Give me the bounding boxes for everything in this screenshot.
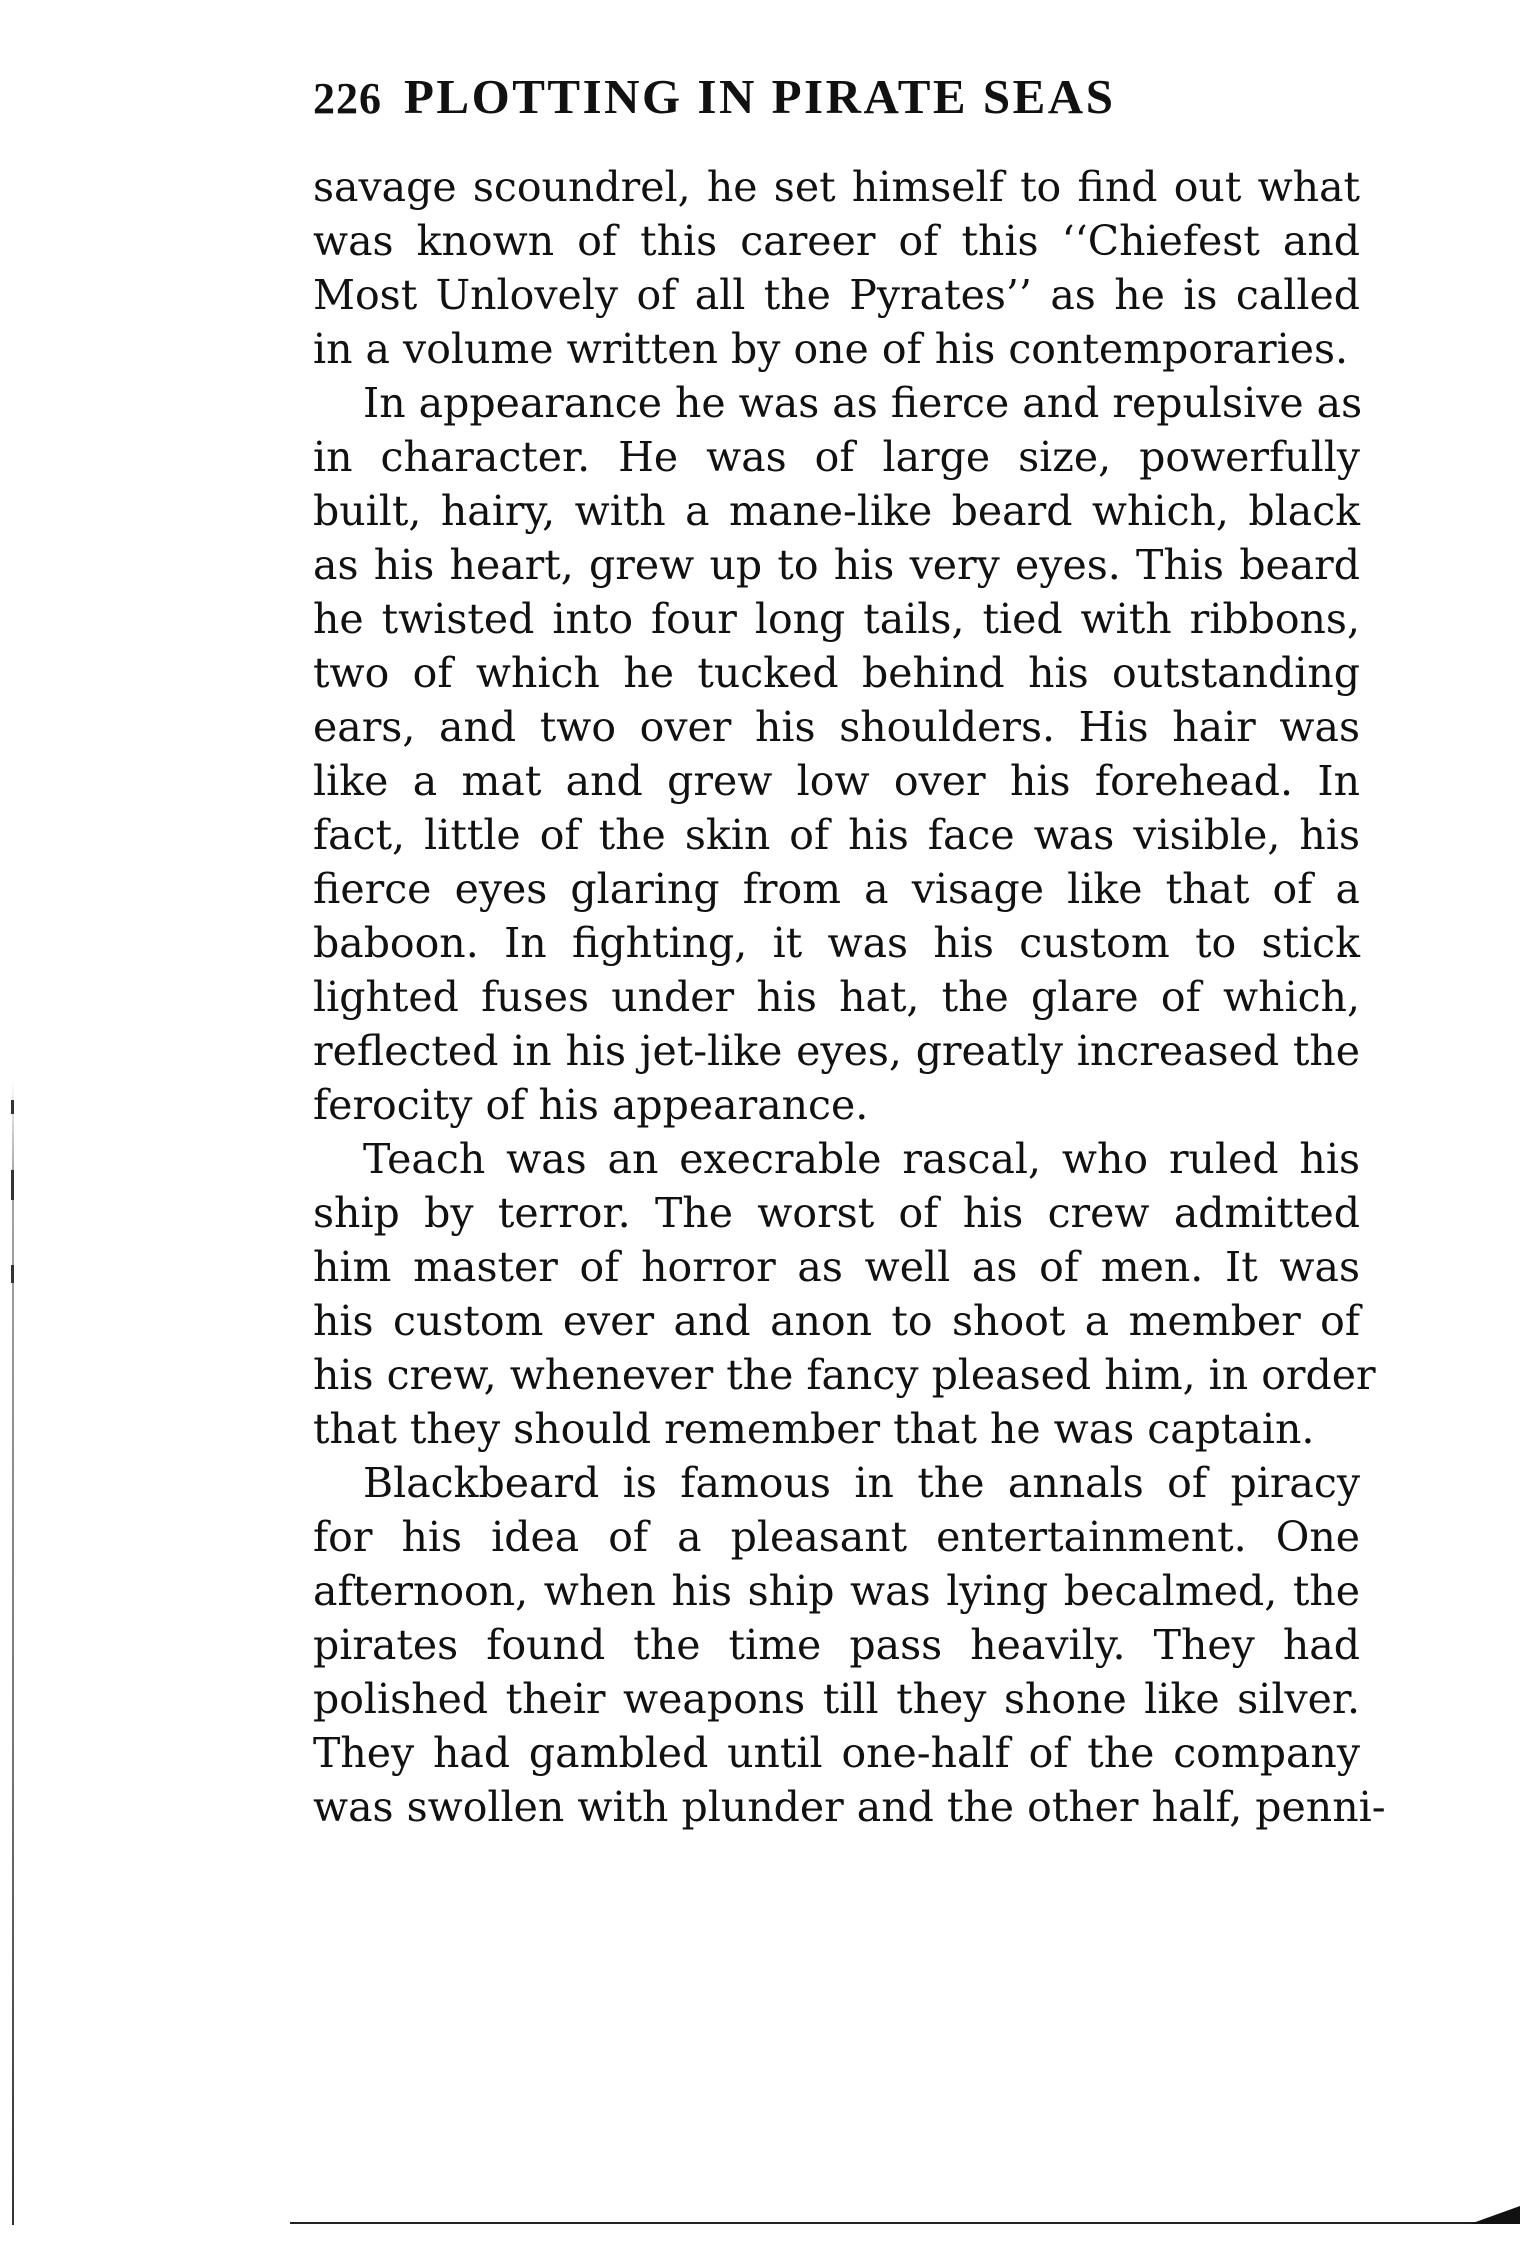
text-line: he twisted into four long tails, tied with ribbons, [313, 595, 1360, 643]
body-text [313, 160, 1386, 1834]
text-line: built, hairy, with a mane-like beard which, black [313, 487, 1360, 535]
text-line: Blackbeard is famous in the annals of piracy [363, 1459, 1360, 1507]
footer-wedge [1470, 2206, 1520, 2224]
text-line: ears, and two over his shoulders. His hair was [313, 703, 1360, 751]
text-line: two of which he tucked behind his outstanding [313, 649, 1360, 697]
text-line: as his heart, grew up to his very eyes. This beard [313, 541, 1360, 589]
gutter-mark [11, 1100, 14, 1114]
text-line: lighted fuses under his hat, the glare of which, [313, 973, 1360, 1021]
footer-rule [290, 2222, 1515, 2224]
running-header [313, 68, 1363, 138]
text-line: reflected in his jet-like eyes, greatly increased the [313, 1027, 1360, 1075]
text-line: like a mat and grew low over his forehead. In [313, 757, 1360, 805]
text-line: fierce eyes glaring from a visage like that of a [313, 865, 1360, 913]
text-line: fact, little of the skin of his face was visible, his [313, 811, 1360, 859]
text-line: his crew, whenever the fancy pleased him, in order [313, 1351, 1376, 1399]
text-line: was swollen with plunder and the other half, penni- [313, 1783, 1386, 1831]
text-line: In appearance he was as fierce and repulsive as [363, 379, 1363, 427]
text-line: afternoon, when his ship was lying becalmed, the [313, 1567, 1360, 1615]
text-line: for his idea of a pleasant entertainment. One [313, 1513, 1360, 1561]
text-line: was known of this career of this ‘‘Chiefest and [313, 217, 1360, 265]
text-line: Teach was an execrable rascal, who ruled his [363, 1135, 1360, 1183]
text-line: savage scoundrel, he set himself to find out what [313, 163, 1360, 211]
text-line: polished their weapons till they shone like silver. [313, 1675, 1360, 1723]
text-line: him master of horror as well as of men. It was [313, 1243, 1360, 1291]
gutter-mark [11, 1170, 14, 1200]
text-line: pirates found the time pass heavily. They had [313, 1621, 1360, 1669]
text-line: baboon. In fighting, it was his custom to stick [313, 919, 1360, 967]
text-line: that they should remember that he was captain. [313, 1405, 1315, 1453]
text-line: ship by terror. The worst of his crew admitted [313, 1189, 1360, 1237]
text-line: Most Unlovely of all the Pyrates’’ as he is called [313, 271, 1360, 319]
text-line: ferocity of his appearance. [313, 1081, 869, 1129]
gutter-edge [12, 1080, 14, 2225]
text-line: They had gambled until one-half of the company [313, 1729, 1360, 1777]
page-number: 226 [313, 74, 382, 123]
text-line: in a volume written by one of his contemporaries. [313, 325, 1349, 373]
running-title: PLOTTING IN PIRATE SEAS [404, 69, 1116, 124]
gutter-mark [11, 1265, 14, 1283]
text-line: in character. He was of large size, powerfully [313, 433, 1360, 481]
text-line: his custom ever and anon to shoot a member of [313, 1297, 1360, 1345]
